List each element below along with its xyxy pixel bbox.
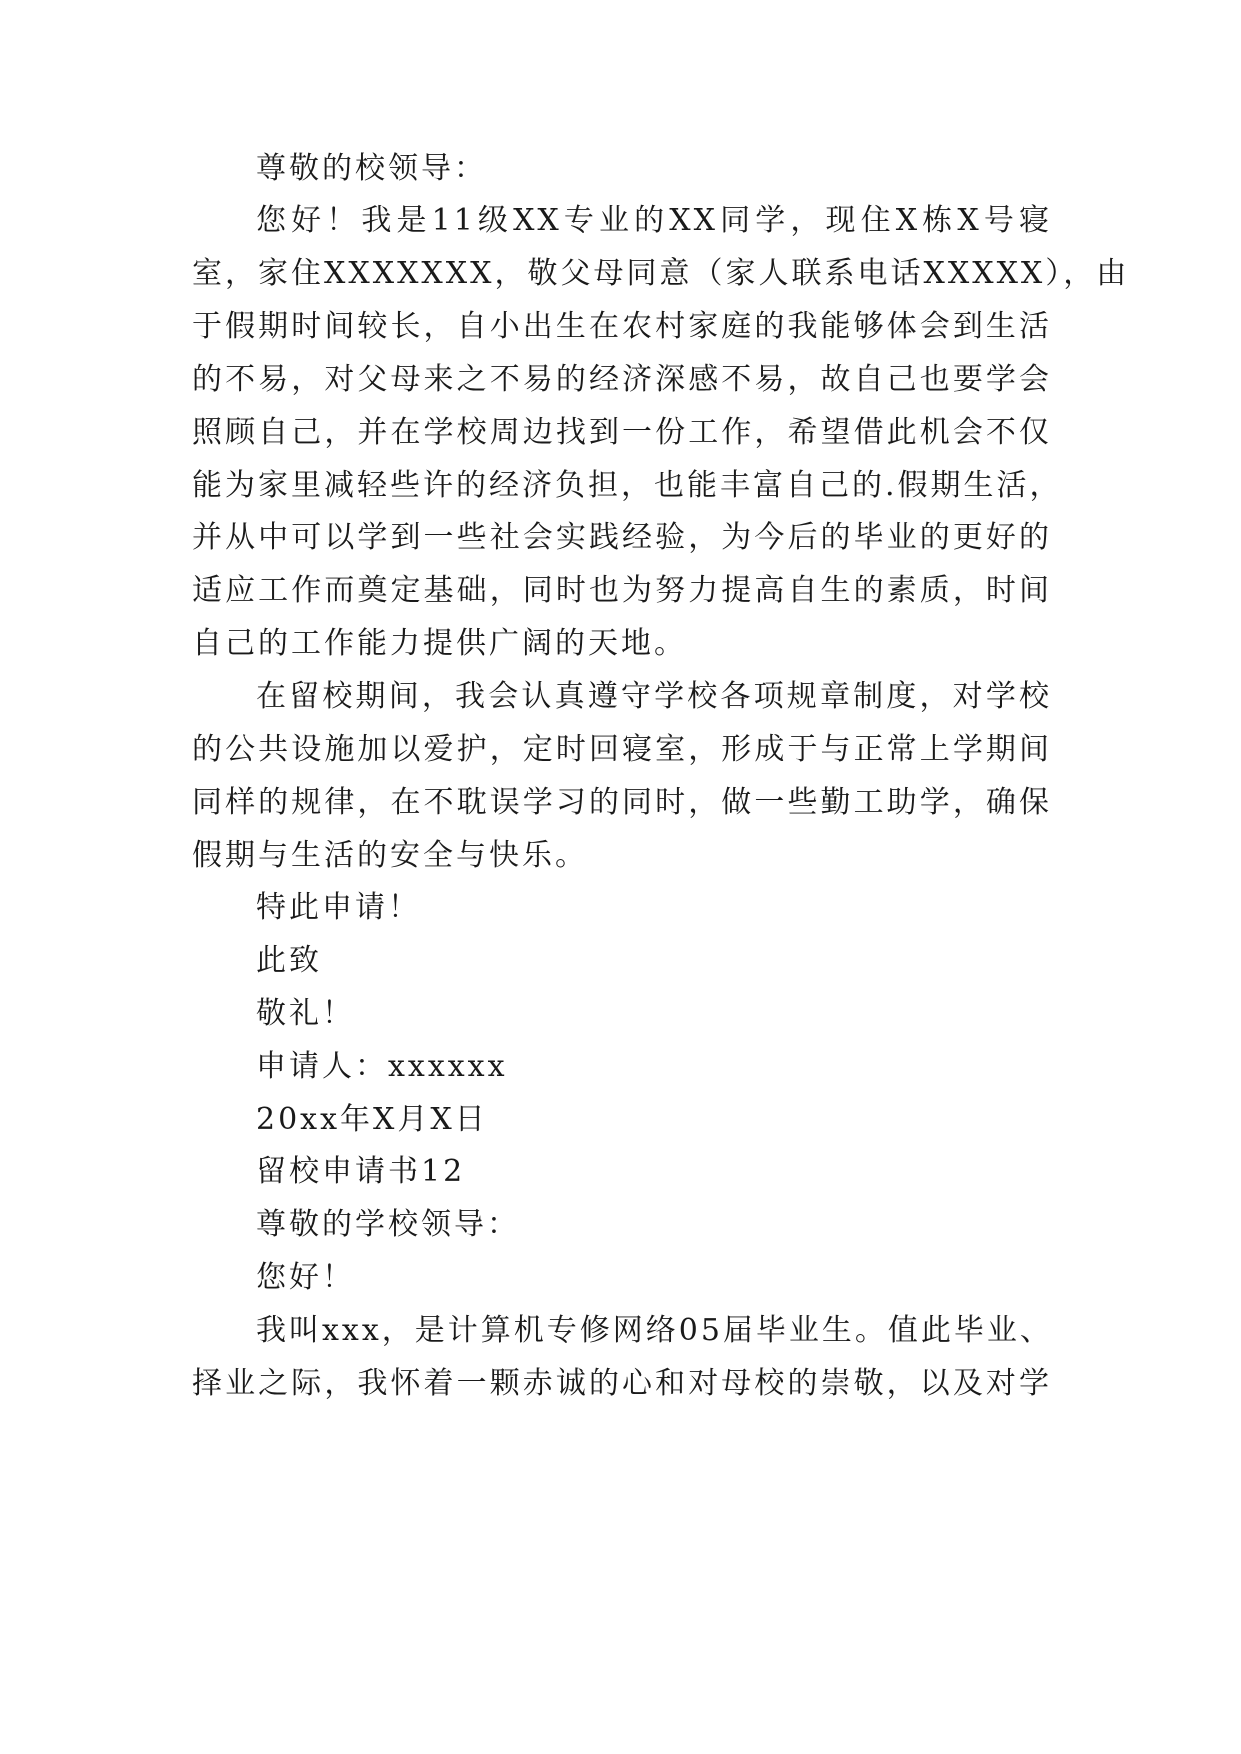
date-line: 20xx年X月X日 bbox=[256, 1102, 488, 1137]
greeting-2: 您好！ bbox=[256, 1260, 355, 1295]
paragraph-2-line-4: 假期与生活的安全与快乐。 bbox=[192, 838, 588, 873]
applicant-signature: 申请人：xxxxxx bbox=[256, 1049, 508, 1084]
paragraph-1-line-1: 您好！我是11级XX专业的XX同学，现住X栋X号寝 bbox=[256, 203, 1052, 238]
salutation: 尊敬的校领导： bbox=[256, 151, 487, 186]
paragraph-1-line-9: 自己的工作能力提供广阔的天地。 bbox=[192, 626, 687, 661]
paragraph-1-line-7: 并从中可以学到一些社会实践经验，为今后的毕业的更好的 bbox=[192, 520, 1052, 555]
paragraph-1-line-5: 照顾自己，并在学校周边找到一份工作，希望借此机会不仅 bbox=[192, 415, 1052, 450]
paragraph-1-line-6: 能为家里减轻些许的经济负担，也能丰富自己的.假期生活， bbox=[192, 468, 1063, 503]
paragraph-1-line-3: 于假期时间较长，自小出生在农村家庭的我能够体会到生活 bbox=[192, 309, 1052, 344]
paragraph-3-line-1: 我叫xxx，是计算机专修网络05届毕业生。值此毕业、 bbox=[256, 1313, 1053, 1348]
section-title: 留校申请书12 bbox=[256, 1154, 466, 1189]
paragraph-2-line-1: 在留校期间，我会认真遵守学校各项规章制度，对学校 bbox=[256, 679, 1052, 714]
paragraph-1-line-2: 室，家住XXXXXXX，敬父母同意（家人联系电话XXXXX），由 bbox=[192, 256, 1130, 291]
paragraph-2-line-3: 同样的规律，在不耽误学习的同时，做一些勤工助学，确保 bbox=[192, 785, 1052, 820]
salutation-2: 尊敬的学校领导： bbox=[256, 1207, 520, 1242]
closing-jingli: 敬礼！ bbox=[256, 996, 355, 1031]
paragraph-2-line-2: 的公共设施加以爱护，定时回寝室，形成于与正常上学期间 bbox=[192, 732, 1052, 767]
closing-zhici: 此致 bbox=[256, 943, 322, 978]
paragraph-1-line-8: 适应工作而奠定基础，同时也为努力提高自生的素质，时间 bbox=[192, 573, 1052, 608]
paragraph-3-line-2: 择业之际，我怀着一颗赤诚的心和对母校的崇敬，以及对学 bbox=[192, 1366, 1052, 1401]
closing-request: 特此申请！ bbox=[256, 890, 421, 925]
paragraph-1-line-4: 的不易，对父母来之不易的经济深感不易，故自己也要学会 bbox=[192, 362, 1052, 397]
